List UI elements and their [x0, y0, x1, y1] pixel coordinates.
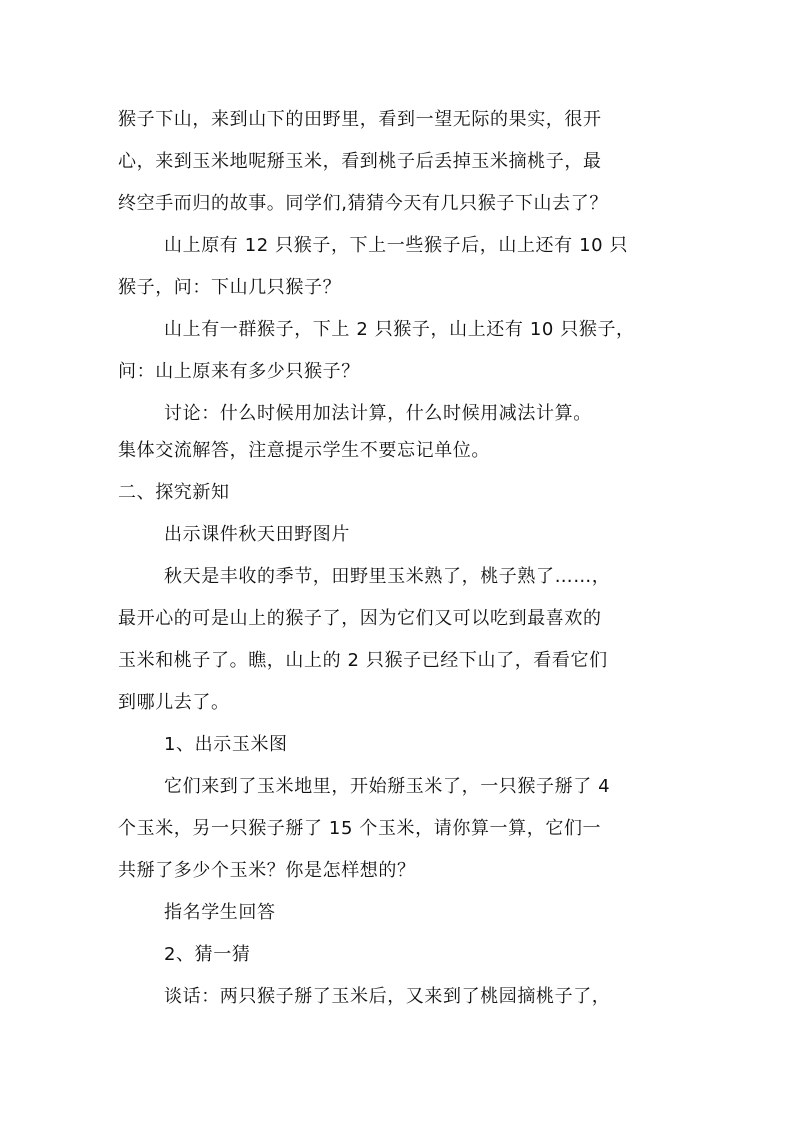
section-heading: 二、探究新知 [118, 482, 230, 503]
paragraph-line: 集体交流解答，注意提示学生不要忘记单位。 [118, 440, 490, 461]
paragraph-line: 猴子下山，来到山下的田野里，看到一望无际的果实，很开 [118, 109, 602, 130]
subsection-heading: 2、猜一猜 [164, 944, 251, 965]
paragraph-line: 共掰了多少个玉米？你是怎样想的？ [118, 860, 416, 881]
paragraph-line: 讨论：什么时候用加法计算，什么时候用减法计算。 [164, 403, 592, 424]
paragraph-line: 它们来到了玉米地里，开始掰玉米了，一只猴子掰了 4 [164, 776, 611, 797]
paragraph-line: 玉米和桃子了。瞧，山上的 2 只猴子已经下山了，看看它们 [118, 650, 608, 671]
paragraph-line: 出示课件秋天田野图片 [164, 524, 350, 545]
paragraph-line: 心，来到玉米地呢掰玉米，看到桃子后丢掉玉米摘桃子，最 [118, 151, 602, 172]
paragraph-line: 秋天是丰收的季节，田野里玉米熟了，桃子熟了……， [164, 566, 611, 587]
paragraph-line: 终空手而归的故事。同学们,猜猜今天有几只猴子下山去了？ [118, 193, 608, 214]
paragraph-line: 个玉米，另一只猴子掰了 15 个玉米，请你算一算，它们一 [118, 818, 602, 839]
subsection-heading: 1、出示玉米图 [164, 734, 288, 755]
paragraph-line: 猴子，问：下山几只猴子？ [118, 277, 342, 298]
paragraph-line: 到哪儿去了。 [118, 692, 230, 713]
paragraph-line: 指名学生回答 [164, 902, 276, 923]
paragraph-line: 谈话：两只猴子掰了玉米后，又来到了桃园摘桃子了， [164, 986, 611, 1007]
paragraph-line: 山上原有 12 只猴子，下上一些猴子后，山上还有 10 只 [164, 235, 629, 256]
paragraph-line: 问：山上原来有多少只猴子？ [118, 361, 360, 382]
paragraph-line: 最开心的可是山上的猴子了，因为它们又可以吃到最喜欢的 [118, 608, 602, 629]
paragraph-line: 山上有一群猴子，下上 2 只猴子，山上还有 10 只猴子， [164, 319, 635, 340]
